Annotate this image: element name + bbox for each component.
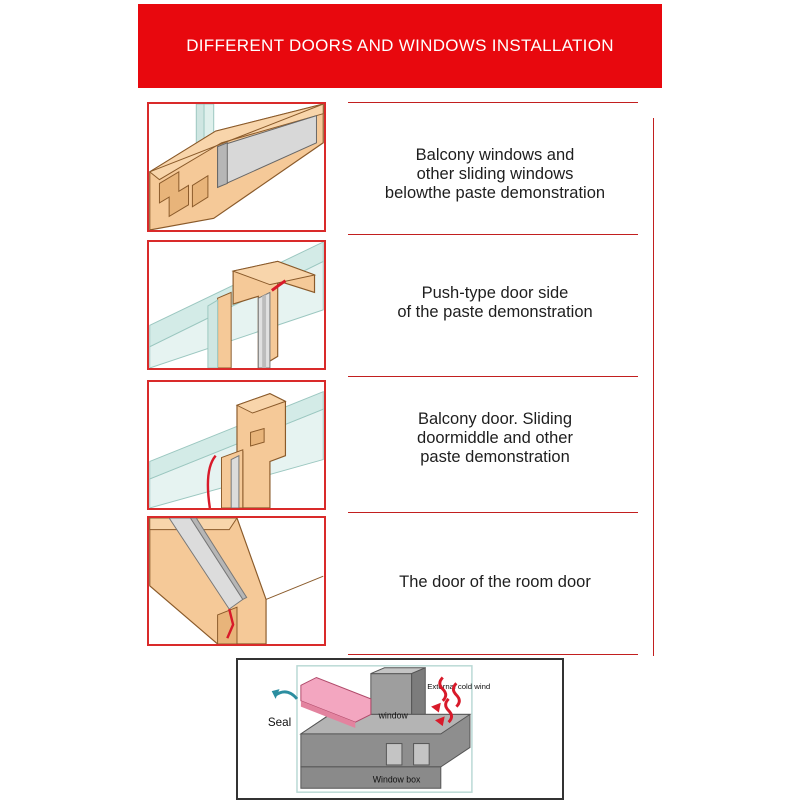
external-wind-label: External cold wind (427, 682, 491, 692)
push-door-illustration (147, 240, 326, 370)
room-door-illustration (147, 516, 326, 646)
row-caption-2: Push-type door side of the paste demonstration (397, 284, 593, 321)
balcony-door-illustration (147, 380, 326, 510)
seal-label: Seal (267, 716, 292, 730)
row-caption-1: Balcony windows and other sliding windows belowthe paste demonstration (384, 146, 606, 202)
right-divider (653, 118, 654, 656)
window-label: window (378, 710, 408, 721)
page-title: DIFFERENT DOORS AND WINDOWS INSTALLATION (186, 36, 614, 55)
page-title-banner (138, 4, 662, 88)
window-box-label: Window box (372, 774, 421, 785)
row-caption-3: Balcony door. Sliding doormiddle and other paste demonstration (417, 410, 573, 466)
sliding-window-illustration (147, 102, 326, 232)
seal-diagram (236, 658, 564, 800)
row-caption-4: The door of the room door (399, 573, 591, 591)
